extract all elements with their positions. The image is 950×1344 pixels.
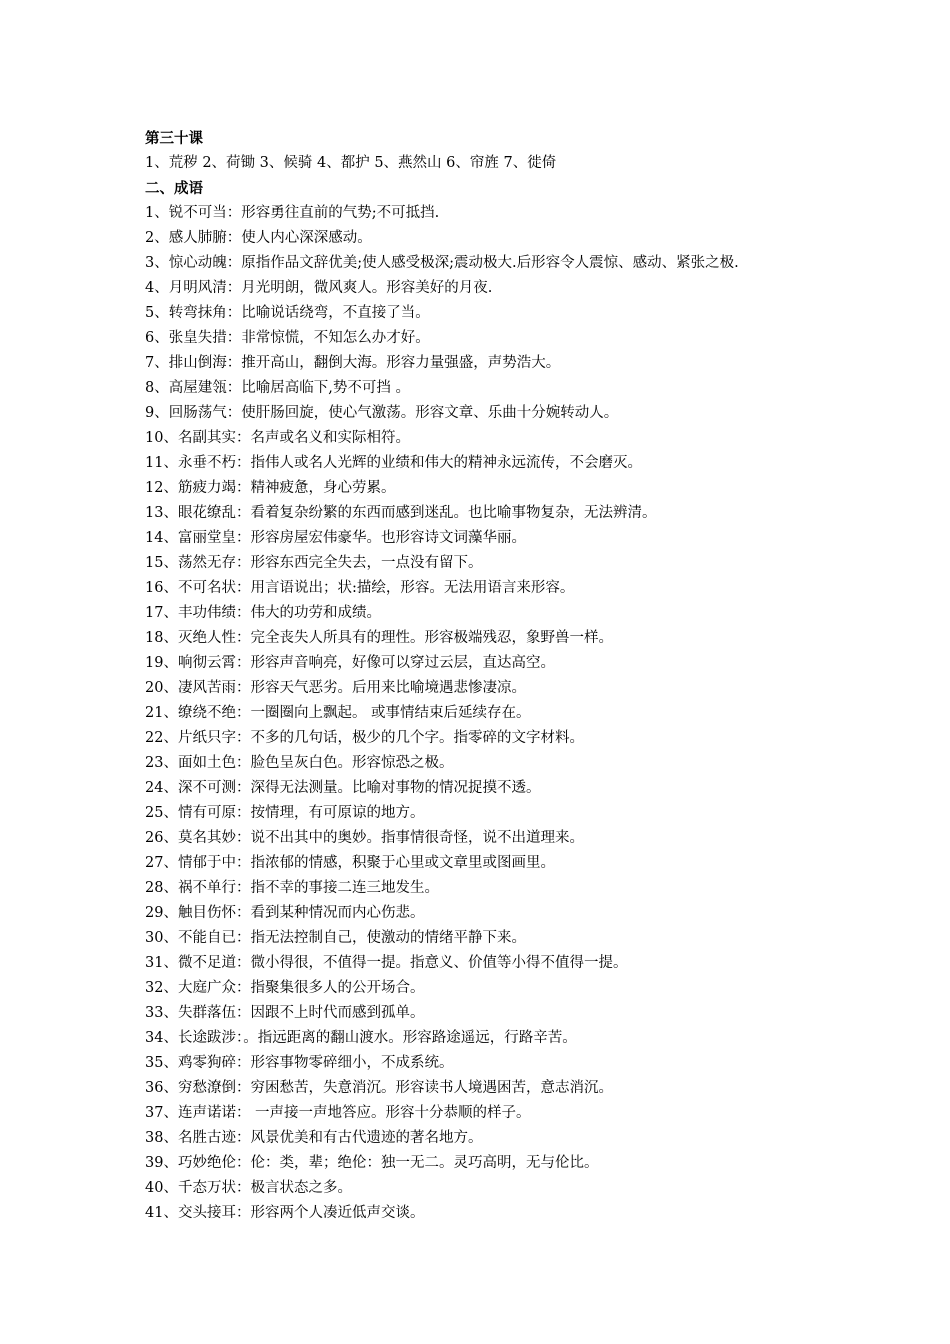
- idiom-entry: 22、片纸只字：不多的几句话，极少的几个字。指零碎的文字材料。: [145, 730, 584, 746]
- idiom-entry: 35、鸡零狗碎：形容事物零碎细小，不成系统。: [145, 1055, 454, 1071]
- idiom-list: [145, 201, 935, 1226]
- idiom-entry: 21、缭绕不绝：一圈圈向上飘起。 或事情结束后延续存在。: [145, 705, 531, 721]
- idiom-entry: 29、触目伤怀：看到某种情况而内心伤悲。: [145, 905, 425, 921]
- idiom-entry: 36、穷愁潦倒：穷困愁苦，失意消沉。形容读书人境遇困苦，意志消沉。: [145, 1080, 613, 1096]
- idiom-entry: 34、长途跋涉：。指远距离的翻山渡水。形容路途遥远，行路辛苦。: [145, 1030, 577, 1046]
- idiom-entry: 37、连声诺诺： 一声接一声地答应。形容十分恭顺的样子。: [145, 1105, 531, 1121]
- idiom-entry: 24、深不可测：深得无法测量。比喻对事物的情况捉摸不透。: [145, 780, 541, 796]
- idiom-entry: 20、凄风苦雨：形容天气恶劣。后用来比喻境遇悲惨凄凉。: [145, 680, 526, 696]
- idiom-entry: 11、永垂不朽：指伟人或名人光辉的业绩和伟大的精神永远流传，不会磨灭。: [145, 455, 642, 471]
- idiom-entry: 23、面如土色：脸色呈灰白色。形容惊恐之极。: [145, 755, 454, 771]
- idiom-entry: 13、眼花缭乱：看着复杂纷繁的东西而感到迷乱。也比喻事物复杂，无法辨清。: [145, 505, 657, 521]
- idiom-entry: 17、丰功伟绩：伟大的功劳和成绩。: [145, 605, 381, 621]
- idiom-entry: 25、情有可原：按情理，有可原谅的地方。: [145, 805, 425, 821]
- idiom-entry: 31、微不足道：微小得很，不值得一提。指意义、价值等小得不值得一提。: [145, 955, 628, 971]
- idiom-entry: 16、不可名状：用言语说出；状:描绘，形容。无法用语言来形容。: [145, 580, 575, 596]
- idiom-entry: 9、回肠荡气：使肝肠回旋，使心气激荡。形容文章、乐曲十分婉转动人。: [145, 405, 619, 421]
- idiom-entry: 33、失群落伍：因跟不上时代而感到孤单。: [145, 1005, 425, 1021]
- idiom-entry: 12、筋疲力竭：精神疲惫，身心劳累。: [145, 480, 396, 496]
- idiom-entry: 41、交头接耳：形容两个人凑近低声交谈。: [145, 1205, 425, 1221]
- idiom-entry: 6、张皇失措：非常惊慌，不知怎么办才好。: [145, 330, 430, 346]
- idiom-entry: 26、莫名其妙：说不出其中的奥妙。指事情很奇怪，说不出道理来。: [145, 830, 584, 846]
- idiom-entry: 15、荡然无存：形容东西完全失去，一点没有留下。: [145, 555, 483, 571]
- vocab-line: 1、荒秽 2、荷锄 3、候骑 4、都护 5、燕然山 6、帘旌 7、徙倚: [145, 155, 557, 171]
- idiom-entry: 4、月明风清：月光明朗，微风爽人。形容美好的月夜.: [145, 280, 493, 296]
- idiom-entry: 8、高屋建瓴：比喻居高临下,势不可挡 。: [145, 380, 410, 396]
- lesson-title: 第三十课: [145, 130, 203, 147]
- idiom-entry: 19、响彻云霄：形容声音响亮，好像可以穿过云层，直达高空。: [145, 655, 555, 671]
- idiom-entry: 10、名副其实：名声或名义和实际相符。: [145, 430, 410, 446]
- idiom-entry: 2、感人肺腑：使人内心深深感动。: [145, 230, 372, 246]
- idiom-entry: 7、排山倒海：推开高山，翻倒大海。形容力量强盛，声势浩大。: [145, 355, 561, 371]
- idiom-entry: 27、情郁于中：指浓郁的情感，积聚于心里或文章里或图画里。: [145, 855, 555, 871]
- idiom-entry: 39、巧妙绝伦：伦：类，辈；绝伦：独一无二。灵巧高明，无与伦比。: [145, 1155, 599, 1171]
- idiom-entry: 3、惊心动魄：原指作品文辞优美;使人感受极深;震动极大.后形容令人震惊、感动、紧张之极.: [145, 255, 739, 271]
- idiom-entry: 28、祸不单行：指不幸的事接二连三地发生。: [145, 880, 439, 896]
- idiom-entry: 1、锐不可当：形容勇往直前的气势;不可抵挡.: [145, 205, 440, 221]
- section-title: 二、成语: [145, 180, 203, 197]
- idiom-entry: 38、名胜古迹：风景优美和有古代遗迹的著名地方。: [145, 1130, 483, 1146]
- idiom-entry: 14、富丽堂皇：形容房屋宏伟豪华。也形容诗文词藻华丽。: [145, 530, 526, 546]
- idiom-entry: 18、灭绝人性：完全丧失人所具有的理性。形容极端残忍，象野兽一样。: [145, 630, 613, 646]
- idiom-entry: 5、转弯抹角：比喻说话绕弯，不直接了当。: [145, 305, 430, 321]
- document-body: [145, 126, 935, 1226]
- idiom-entry: 30、不能自已：指无法控制自己，使激动的情绪平静下来。: [145, 930, 526, 946]
- idiom-entry: 40、千态万状：极言状态之多。: [145, 1180, 352, 1196]
- idiom-entry: 32、大庭广众：指聚集很多人的公开场合。: [145, 980, 425, 996]
